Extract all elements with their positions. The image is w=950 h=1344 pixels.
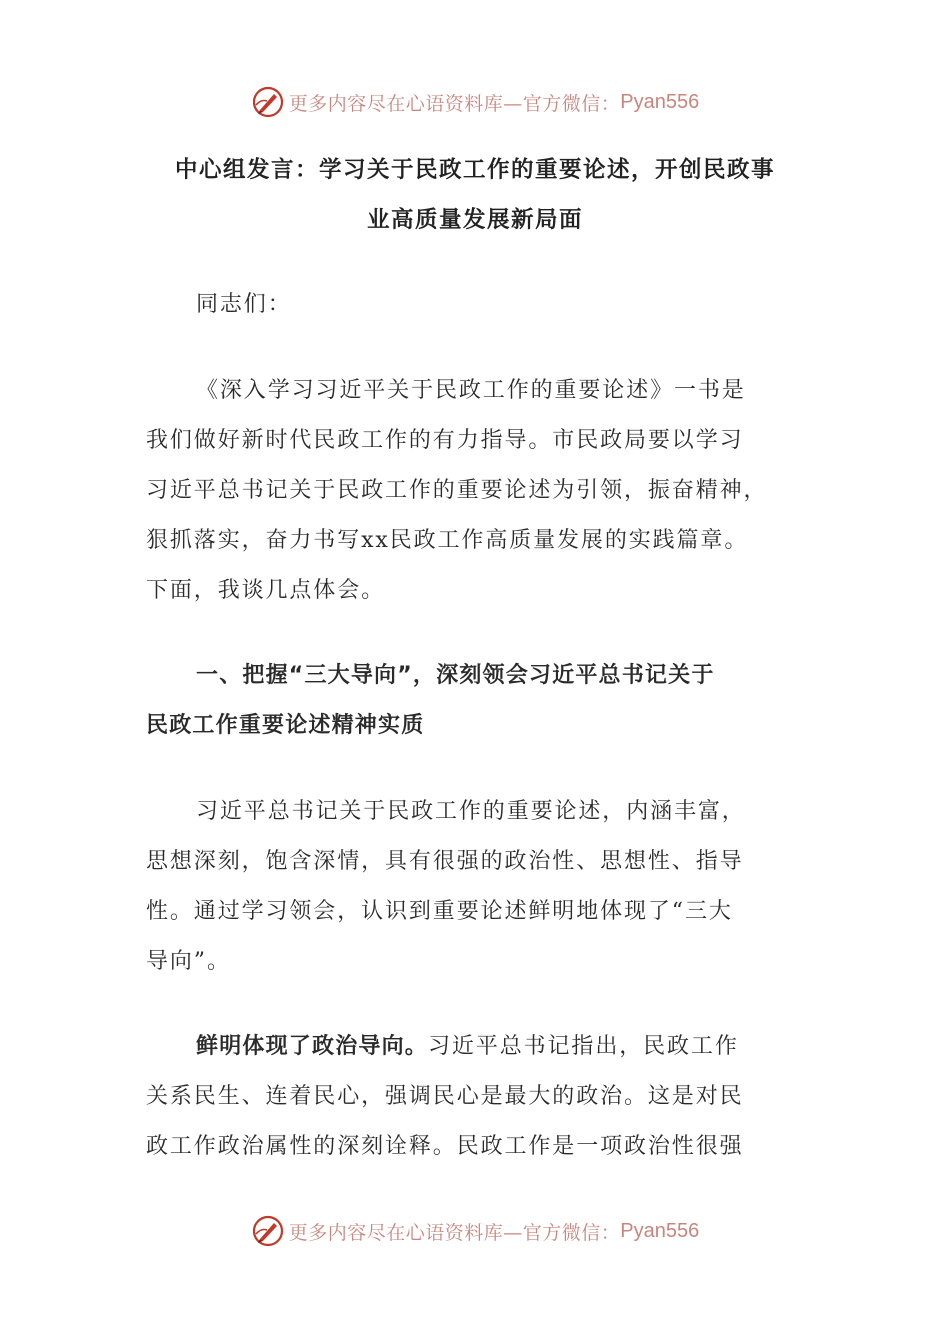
paragraph-line: 习近平总书记关于民政工作的重要论述，内涵丰富，	[196, 799, 746, 824]
intro-line: 《深入学习习近平关于民政工作的重要论述》一书是	[196, 378, 746, 403]
section-heading-line: 民政工作重要论述精神实质	[146, 713, 425, 738]
section-heading-line: 一、把握“三大导向”，深刻领会习近平总书记关于	[196, 663, 715, 688]
paragraph-lead-bold: 鲜明体现了政治导向。	[196, 1034, 429, 1059]
watermark-text: 更多内容尽在心语资料库—官方微信：	[288, 1221, 621, 1244]
paragraph-line: 思想深刻，饱含深情，具有很强的政治性、思想性、指导	[146, 849, 744, 874]
paragraph-line: 性。通过学习领会，认识到重要论述鲜明地体现了“三大	[146, 899, 733, 924]
paragraph-line	[146, 1022, 846, 1072]
watermark-text: 更多内容尽在心语资料库—官方微信：	[288, 92, 621, 115]
watermark-banner-bottom	[0, 1209, 950, 1253]
watermark-banner-top	[0, 80, 950, 124]
paragraph-line: 导向”。	[146, 949, 231, 974]
intro-line: 我们做好新时代民政工作的有力指导。市民政局要以学习	[146, 428, 744, 453]
salutation: 同志们：	[196, 292, 292, 317]
pen-logo-icon	[251, 85, 285, 119]
document-title-line-1: 中心组发言：学习关于民政工作的重要论述，开创民政事	[174, 157, 775, 183]
intro-line: 习近平总书记关于民政工作的重要论述为引领，振奋精神，	[146, 478, 768, 503]
document-title-line-2: 业高质量发展新局面	[366, 207, 583, 233]
paragraph-line: 政工作政治属性的深刻诠释。民政工作是一项政治性很强	[146, 1134, 744, 1159]
intro-line: 狠抓落实，奋力书写xx民政工作高质量发展的实践篇章。	[146, 528, 749, 553]
watermark-wechat-id: Pyan556	[620, 90, 700, 113]
pen-logo-icon	[251, 1214, 285, 1248]
intro-line: 下面，我谈几点体会。	[146, 578, 386, 603]
paragraph-line: 关系民生、连着民心，强调民心是最大的政治。这是对民	[146, 1084, 744, 1109]
watermark-wechat-id: Pyan556	[620, 1219, 700, 1242]
paragraph-line-rest: 习近平总书记指出，民政工作	[428, 1034, 739, 1059]
